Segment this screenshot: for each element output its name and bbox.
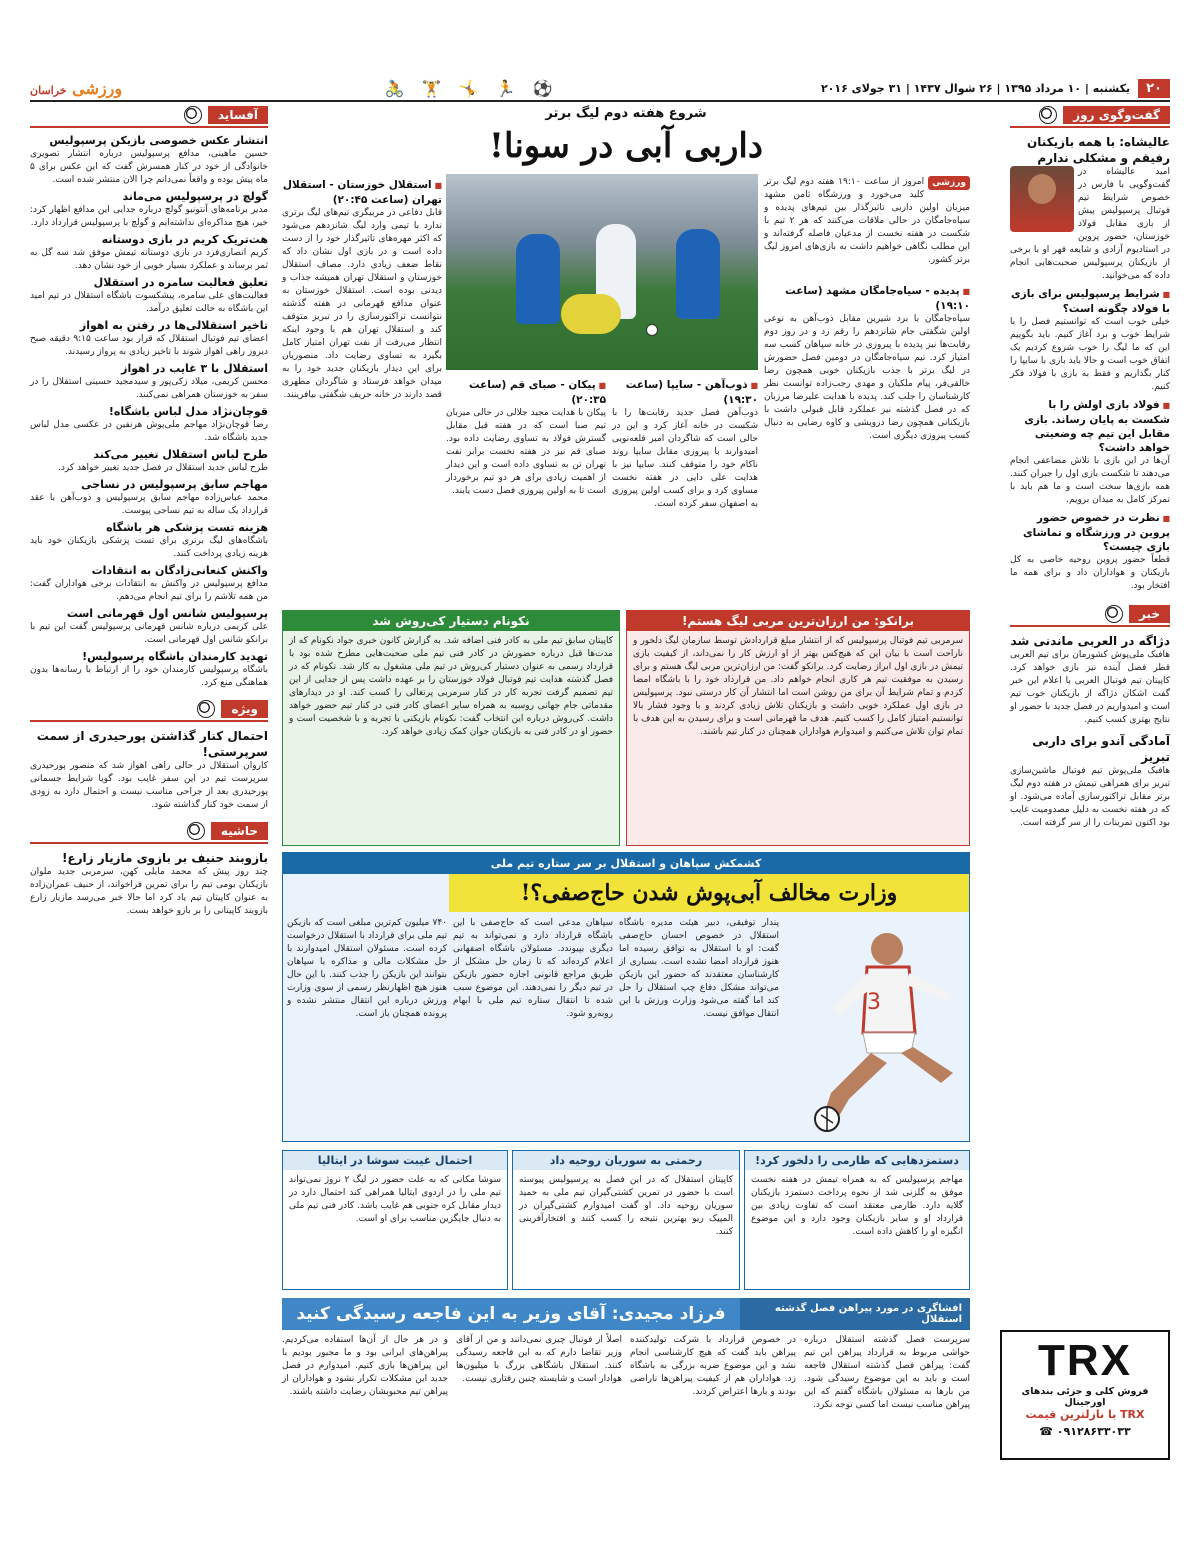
margin-headline[interactable]: بازوبند حنیف بر بازوی مازیار زارع! <box>61 851 268 865</box>
offside-text: اعضای تیم فوتبال استقلال که قرار بود ساعت ۹:۱۵ دقیقه صبح دیروز راهی اهواز شوند با تاخیر زیادی به پرواز رسیدند. <box>30 334 269 357</box>
football-icon <box>1039 106 1057 124</box>
bottom-text: سرپرست فصل گذشته استقلال درباره حواشی مربوط به قرارداد پیراهن این تیم گفت: پیراهن فصل گذشته استقلال فاجعه است و باید به این موضوع رسیدگی شود. من بارها به مسئولان باشگاه گفتم که این پیراهن مناسب نیست اما کسی توجه نکرد. <box>804 1335 970 1410</box>
offside-text: محسن کریمی، میلاد زکی‌پور و سیدمجید حسینی استقلال را در سفر به خوزستان همراهی نمی‌کنند. <box>30 377 268 400</box>
offside-list <box>30 134 268 690</box>
box-title[interactable]: برانکو: من ارزان‌ترین مربی لیگ هستم! <box>627 611 969 631</box>
question: ■ فولاد بازی اولش را با شکست به پایان رساند. بازی مقابل این تیم چه وضعیتی خواهد داشت؟ <box>1010 398 1170 455</box>
interview-intro: امید عالیشاه در گفت‌وگویی با فارس در خصوص شرایط تیم فوتبال پرسپولیس پیش از بازی مقابل فولاد خوزستان، حضور پروین در استادیوم آزادی و شایعه قهر او با برخی از بازیکنان پرسپولیس صحبت‌هایی انجام داده که می‌خوانید. <box>1010 167 1170 281</box>
offside-text: حسین ماهینی، مدافع پرسپولیس درباره انتشار تصویری خانوادگی از خود در کنار همسرش گفت که این عکس برای ۵ ماه پیش بوده و واقعاً نمی‌دانم چرا الان منتشر شده است. <box>30 149 268 185</box>
match-text: قابل دفاعی در مربیگری تیم‌های لیگ برتری ندارد با تیمی وارد لیگ شانزدهم می‌شود که اکثر مهره‌های تاثیرگذار خود را از دست داده است و در بازی اول نشان داد که نقاط ضعف زیادی دارد. مصاف استقلال خوزستان و استقلال تهران همیشه جذاب و دیدنی بوده است. استقلال خوزستان به عنوان مدافع قهرمانی در هفته گذشته نتوانست تراکتورسازی را در تبریز متوقف کند و استقلال تهران هم با وجود اینکه انتظار می‌رفت از نفت تهران امتیاز کامل بگیرد به تساوی رضایت داد. منصوریان برای این دیدار بازیکنان جدید خود را به میدان خواهد فرستاد و شاگردان مطهری قصد دارند در خانه حریف شگفتی بیافرینند. <box>282 208 442 400</box>
bottom-story-header <box>282 1298 970 1330</box>
match-text: ذوب‌آهن فصل جدید رقابت‌ها را با شکست در خانه آغاز کرد و این در حالی است که شاگردان امیر قلعه‌نویی امیدوارند با پیروزی مقابل سایپا روند ناکام خود را متوقف کنند. سایپا نیز با هدایت علی دایی در هفته نخست مساوی کرد و برای کسب اولین پیروزی به اصفهان سفر کرده است. <box>612 408 758 509</box>
offside-headline[interactable]: طرح لباس استقلال تغییر می‌کند <box>93 448 268 461</box>
logo-part-a: خراسان <box>30 83 67 97</box>
ball-icon <box>646 324 658 336</box>
mini-title[interactable]: رحمتی به سوریان روحیه داد <box>513 1151 739 1170</box>
offside-headline[interactable]: گولچ در پرسپولیس می‌ماند <box>122 190 268 203</box>
feature-text: پندار توفیقی، دبیر هیئت مدیره باشگاه استقلال در خصوص احسان حاج‌صفی گفت: او با استقلال به توافق رسیده اما هنوز قرارداد امضا نشده است. بسیاری از کارشناسان معتقدند که حضور این بازیکن می‌تواند مشکل دفاع چپ استقلال را حل کند اما گفته می‌شود وزارت ورزش با این انتقال موافق نیست. <box>619 918 779 1019</box>
bottom-kicker: افشاگری در مورد پیراهن فصل گذشته استقلال <box>740 1298 970 1330</box>
feature-headline[interactable]: وزارت مخالف آبی‌پوش شدن حاج‌صفی؟! <box>449 874 969 912</box>
news-headline[interactable]: آمادگی آندو برای داربی تبریز <box>1032 734 1170 764</box>
bottom-story-body <box>282 1334 970 1412</box>
player-figure <box>676 229 720 319</box>
match-photo <box>446 174 758 370</box>
date-line: یکشنبه | ۱۰ مرداد ۱۳۹۵ | ۲۶ شوال ۱۴۳۷ | ۳۱ جولای ۲۰۱۶ <box>820 81 1131 95</box>
section-label: آفساید <box>208 106 268 124</box>
section-tag-offside <box>30 104 268 128</box>
special-headline[interactable]: احتمال کنار گذاشتن پورحیدری از سمت سرپرستی! <box>36 729 268 759</box>
page-header <box>30 76 1170 102</box>
offside-text: رضا قوچان‌نژاد مهاجم ملی‌پوش هرنفین در عکسی مدل لباس جدید باشگاه شد. <box>30 420 268 443</box>
player-figure <box>516 234 560 324</box>
offside-text: فعالیت‌های علی سامره، پیشکسوت باشگاه استقلال در تیم امید این باشگاه به حالت تعلیق درآمد. <box>30 291 268 314</box>
mini-story <box>744 1150 970 1290</box>
offside-headline[interactable]: تهدید کارمندان باشگاه پرسپولیس! <box>82 650 268 663</box>
match-text: پیکان با هدایت مجید جلالی در حالی میزبان تیم صبا است که در هفته قبل مقابل گسترش فولاد به تساوی رضایت داده بود. صبای قم نیز در هفته نخست برابر نفت تهران تن به تساوی داده است و این دیدار از اهمیت زیادی برای هر دو تیم برخوردار است تا به اولین پیروزی فصل دست یابند. <box>446 408 606 496</box>
date-block <box>821 79 1170 98</box>
offside-text: علی کریمی درباره شانس قهرمانی پرسپولیس گفت این تیم با برانکو شانس اول قهرمانی است. <box>30 622 268 645</box>
offside-headline[interactable]: انتشار عکس خصوصی بازیکن پرسپولیس <box>49 134 268 147</box>
news-text: هافبک ملی‌پوش تیم فوتبال ماشین‌سازی تبریز برای همراهی تیمش در هفته دوم لیگ برتر مقابل تراکتورسازی آماده می‌شود. او که در هفته نخست به دلیل مصدومیت غایب بود اکنون تمرینات را از سر گرفته است. <box>1010 766 1170 828</box>
match-subhead: ■ پدیده - سیاه‌جامگان مشهد (ساعت ۱۹:۱۰) <box>764 284 970 313</box>
mini-text: سوشا مکانی که به علت حضور در لیگ ۲ نروژ نمی‌تواند تیم ملی را در اردوی ایتالیا همراهی کند احتمال دارد در دیدار مقابل کره جنوبی هم غایب باشد. کادر فنی تیم ملی به دنبال جایگزین مناسب برای او است. <box>289 1175 501 1224</box>
main-column-c <box>612 374 758 511</box>
offside-headline[interactable]: پرسپولیس شانس اول قهرمانی است <box>66 607 268 620</box>
offside-headline[interactable]: تعلیق فعالیت سامره در استقلال <box>93 276 268 289</box>
offside-headline[interactable]: قوچان‌نژاد مدل لباس باشگاه! <box>108 405 268 418</box>
answer: قطعاً حضور پروین روحیه خاصی به کل بازیکنان و هواداران داد و برای همه ما افتخار بود. <box>1010 555 1170 591</box>
main-kicker: شروع هفته دوم لیگ برتر <box>545 106 707 121</box>
offside-headline[interactable]: هت‌تریک کریم در بازی دوستانه <box>101 233 268 246</box>
football-icon <box>1105 605 1123 623</box>
question: ■ شرایط پرسپولیس برای بازی با فولاد چگونه است؟ <box>1010 287 1170 316</box>
section-tag-news <box>1010 603 1170 627</box>
offside-headline[interactable]: استقلال با ۳ غایب در اهواز <box>121 362 268 375</box>
main-intro <box>764 176 970 267</box>
player-photo <box>1010 166 1074 232</box>
section-tag-interview <box>1010 104 1170 128</box>
answer: آن‌ها در این بازی با تلاش مضاعفی انجام می‌دهند تا شکست بازی اول را جبران کنند. همه بازی‌ها سخت است و ما هم باید با تمرکز کامل به میدان برویم. <box>1010 456 1170 505</box>
offside-headline[interactable]: مهاجم سابق پرسپولیس در نساجی <box>81 478 268 491</box>
offside-text: باشگاه‌های لیگ برتری برای تست پزشکی بازیکنان خود باید هزینه زیادی پرداخت کنند. <box>30 536 268 559</box>
mini-title[interactable]: احتمال غیبت سوشا در ایتالیا <box>283 1151 507 1170</box>
offside-text: مدافع پرسپولیس در واکنش به انتقادات برخی هواداران گفت: من همه تلاشم را برای تیم انجام می‌دهم. <box>30 579 268 602</box>
match-subhead: ■ پیکان - صبای قم (ساعت ۲۰:۳۵) <box>446 378 606 407</box>
mini-story <box>512 1150 740 1290</box>
intro-badge: ورزشی <box>928 176 970 190</box>
ministry-feature <box>282 852 970 1142</box>
football-icon <box>184 106 202 124</box>
feature-text: سپاهان مدعی است که حاج‌صفی با این باشگاه قرارداد دارد و نمی‌تواند به تیم دیگری بپیوندد. مسئولان باشگاه اصفهانی اعلام کرده‌اند که تا زمان حل مشکل از طریق مراجع قانونی اجازه حضور بازیکن در تیم دیگر را نمی‌دهند. این موضوع سبب شده تا انتقال ستاره تیم ملی با ابهام روبه‌رو شود. <box>453 918 613 1019</box>
offside-text: مدیر برنامه‌های آنتونیو گولچ درباره جدایی این مدافع اظهار کرد: خیر، هیچ مذاکره‌ای نداشته‌ایم و گولچ با پرسپولیس قرارداد دارد. <box>30 205 268 228</box>
left-column <box>30 104 268 918</box>
ad-line-1: فروش کلی و جزئی بندهای اورجینال <box>1021 1386 1149 1408</box>
section-label: حاشیه <box>211 822 268 840</box>
answer: خیلی خوب است که توانستیم فصل را با شرایط خوب و برد آغاز کنیم. باید بگوییم این که ما لیگ را خوب شروع کردیم یک اتفاق خوب است و حالا باید بازی با سایپا را کنار بگذاریم و فقط به بازی با فولاد فکر کنیم. <box>1010 317 1170 392</box>
match-text: سیاه‌جامگان با برد شیرین مقابل ذوب‌آهن به نوعی اولین شگفتی جام شانزدهم را رقم زد و در روز دوم رقابت‌ها نیز پدیده با پیروزی در خانه سپاهان کسب سه امتیاز کرد. تیم سیاه‌جامگان در دومین فصل حضورش در لیگ برتر با جذب بازیکنان خوبی همچون رضا خالقی‌فر، پیام ملکیان و مهدی رجب‌زاده توانست نظر کارشناسان را جلب کند. پدیده با هدایت علیرضا مرزبان که در فصل گذشته نیز عملکرد قابل قبولی داشت با بازیکنانی همچون رضا درویشی و کاوه رضایی به دنبال کسب پیروزی دیگری است. <box>764 314 970 441</box>
ad-line-2: TRX با نازلترین قیمت <box>1025 1408 1145 1421</box>
player-kicking-illustration <box>791 923 961 1133</box>
ad-phone-number: ۰۹۱۲۸۶۳۳۰۳۳ <box>1056 1425 1131 1438</box>
question: ■ نظرت در خصوص حضور پروین در ورزشگاه و تماشای بازی چیست؟ <box>1010 511 1170 554</box>
mini-story <box>282 1150 508 1290</box>
mini-title[interactable]: دستمزدهایی که طارمی را دلخور کرد! <box>745 1151 969 1170</box>
phone-icon: ☎ <box>1039 1425 1057 1438</box>
offside-headline[interactable]: هزینه تست پزشکی هر باشگاه <box>106 521 268 534</box>
interview-headline[interactable]: عالیشاه: با همه بازیکنان رفیقم و مشکلی ندارم <box>1027 135 1170 165</box>
logo-part-b: ورزشی <box>72 78 123 98</box>
feature-text: ۷۴۰ میلیون کم‌ترین مبلغی است که بازیکن تیم ملی برای قرارداد با استقلال درخواست کرده است. مسئولان استقلال امیدوارند با حل مشکلات مالی و مذاکره با سپاهان بتوانند این بازیکن را جذب کنند. با این حال هنوز هیچ اظهارنظر رسمی از سوی وزارت ورزش درباره این انتقال منتشر نشده و پرونده همچنان باز است. <box>287 918 447 1019</box>
section-tag-margin <box>30 820 268 844</box>
goalkeeper-figure <box>561 294 621 334</box>
page-number: ۲۰ <box>1138 79 1170 98</box>
nekounam-box <box>282 610 620 846</box>
mini-text: مهاجم پرسپولیس که به همراه تیمش در هفته نخست موفق به گلزنی شد از نحوه پرداخت دستمزد بازیکنان گلایه دارد. طارمی معتقد است که تفاوت زیادی بین قرارداد او و سایر بازیکنان وجود دارد و این موضوع انگیزه او را کاهش داده است. <box>751 1175 963 1237</box>
trx-advertisement[interactable] <box>1000 1330 1170 1460</box>
section-label: ویژه <box>221 700 268 718</box>
offside-text: باشگاه پرسپولیس کارمندان خود را از ارتباط با رسانه‌ها بدون هماهنگی منع کرد. <box>30 665 268 688</box>
svg-text:3: 3 <box>867 990 881 1015</box>
ad-phone <box>1006 1425 1164 1438</box>
offside-text: کریم انصاری‌فرد در بازی دوستانه تیمش موفق شد سه گل به ثمر برساند و عملکرد بسیار خوبی از خود نشان دهد. <box>30 248 268 271</box>
bottom-text: اصلاً از فوتبال چیزی نمی‌دانند و من از آقای وزیر تقاضا دارم که به این فاجعه رسیدگی کنند. استقلال باشگاهی بزرگ با میلیون‌ها هوادار است و شایسته چنین رفتاری نیست. <box>456 1335 622 1384</box>
box-text: کاپیتان سابق تیم ملی به کادر فنی اضافه شد. به گزارش کانون خبری جواد نکونام که از مدت‌ها قبل درباره حضورش در کادر فنی تیم ملی صحبت‌هایی مطرح شده بود با قرارداد رسمی به عنوان دستیار کی‌روش در تیم ملی مشغول به کار شد. نکونام که در فصل گذشته هدایت تیم فوتبال فولاد خوزستان را بر عهده داشت پس از جدایی از این تیم تصمیم گرفت تجربه کار در کنار سرمربی پرتغالی را کسب کند. او در دیدارهای مقدماتی جام جهانی روسیه به همراه سایر اعضای کادر فنی در کنار تیم حضور خواهد داشت. کی‌روش درباره این انتخاب گفت: نکونام بازیکنی با تجربه و با شخصیت است و حضور او در کادر فنی به بازیکنان جوان کمک زیادی خواهد کرد. <box>289 636 613 737</box>
section-label: خبر <box>1129 605 1170 623</box>
bottom-text: و در هر حال از آن‌ها استفاده می‌کردیم. پیراهن‌های ایرانی بود و ما مجبور بودیم با این پیراهن‌ها بازی کنیم. امیدوارم در فصل جدید این مشکلات تکرار نشود و هواداران از پیراهن تیم محبوبشان رضایت داشته باشند. <box>282 1335 448 1397</box>
margin-text: چند روز پیش که محمد مایلی کهن، سرمربی جدید ملوان بازیکنان بومی تیم را برای تمرین فراخواند، از حنیف عمران‌زاده به عنوان کاپیتان تیم یاد کرد اما حالا خبر می‌رسد مازیار زارع بازوبند کاپیتانی را بر بازو خواهد بست. <box>30 867 268 916</box>
masthead-logo[interactable] <box>30 79 122 98</box>
section-label: گفت‌وگوی روز <box>1063 106 1170 124</box>
main-column-b <box>446 374 606 498</box>
offside-headline[interactable]: واکنش کنعانی‌زادگان به انتقادات <box>91 564 268 577</box>
main-headline[interactable]: داربی آبی در سونا! <box>489 126 763 166</box>
offside-headline[interactable]: تاخیر استقلالی‌ها در رفتن به اهواز <box>79 319 268 332</box>
main-column-d <box>764 280 970 443</box>
branko-box <box>626 610 970 846</box>
sport-icons: ⚽ 🏃 🤸 🏋 🚴 <box>384 78 559 98</box>
trx-logo: TRX <box>1038 1336 1132 1385</box>
bottom-text: در خصوص قرارداد با شرکت تولیدکننده پیراهن باید گفت که هیچ کارشناسی انجام نشد و این موضوع ضربه بزرگی به باشگاه زد. هواداران هم از کیفیت پیراهن‌ها ناراضی بودند و بارها اعتراض کردند. <box>630 1335 796 1397</box>
feature-kicker: کشمکش سپاهان و استقلال بر سر ستاره تیم ملی <box>283 853 969 874</box>
main-column-a <box>282 174 442 402</box>
right-column <box>1010 104 1170 830</box>
mini-text: کاپیتان استقلال که در این فصل به پرسپولیس پیوسته است با حضور در تمرین کشتی‌گیران تیم ملی به حمید سوریان روحیه داد. او گفت امیدوارم کشتی‌گیران در المپیک ریو بهترین نتیجه را کسب کنند و افتخارآفرینی کنند. <box>519 1175 733 1237</box>
box-title[interactable]: نکونام دستیار کی‌روش شد <box>283 611 619 631</box>
match-subhead: ■ ذوب‌آهن - سایپا (ساعت ۱۹:۳۰) <box>612 378 758 407</box>
offside-text: محمد عباس‌زاده مهاجم سابق پرسپولیس و ذوب‌آهن با عقد قرارداد یک ساله به تیم نساجی پیوست. <box>30 493 268 516</box>
offside-text: طرح لباس جدید استقلال در فصل جدید تغییر خواهد کرد. <box>58 463 268 473</box>
section-tag-special <box>30 698 268 722</box>
football-icon <box>187 822 205 840</box>
news-headline[interactable]: دژاگه در العربی ماندنی شد <box>1010 634 1170 648</box>
bottom-headline[interactable]: فرزاد مجیدی: آقای وزیر به این فاجعه رسیدگی کنید <box>296 1304 726 1324</box>
special-text: کاروان استقلال در حالی راهی اهواز شد که منصور پورحیدری سرپرست تیم در این سفر غایب بود. گویا شرایط جسمانی پورحیدری بعد از جراحی مناسب نیست و احتمال دارد به زودی از سمت خود کنار گذاشته شود. <box>30 761 268 810</box>
box-text: سرمربی تیم فوتبال پرسپولیس که از انتشار مبلغ قراردادش توسط سازمان لیگ دلخور و ناراحت است با بیان این که هیچ‌کس بهتر از او ارزش کار را نمی‌داند، از کیفیت بازی تیمش در بازی اول ابراز رضایت کرد. برانکو گفت: من ارزان‌ترین مربی لیگ هستم و برای رسیدن به موفقیت تیم هر کاری انجام خواهم داد. من قرارداد خود را با باشگاه امضا کردم و تمام شرایط آن برای من روشن است اما انتشار آن کار درستی نبود. پرسپولیس در بازی اول عملکرد خوبی داشت و بازیکنان تلاش زیادی کردند و با وجود فشار بالا توانستیم امتیاز کامل را کسب کنیم. هدف ما قهرمانی است و برای رسیدن به این هدف با تمام توان تلاش می‌کنیم و امیدوارم هواداران همچنان در کنار تیم باشند. <box>633 636 963 737</box>
football-icon <box>197 700 215 718</box>
news-text: هافبک ملی‌پوش کشورمان برای تیم العربی قطر فصل آینده نیز بازی خواهد کرد. کاپیتان تیم فوتبال العربی با اعلام این خبر گفت اشکان دژاگه از بازیکنان خوب تیم است و امیدواریم در فصل جدید با حضور او نتایج بهتری کسب کنیم. <box>1010 650 1170 725</box>
match-subhead: ■ استقلال خوزستان - استقلال تهران (ساعت ۲۰:۴۵) <box>282 178 442 207</box>
intro-text: امروز از ساعت ۱۹:۱۰ هفته دوم لیگ برتر کلید می‌خورد و ورزشگاه ثامن مشهد میزبان اولین داربی تاثیرگذار بین تیم‌های پدیده و سیاه‌جامگان در حالی ملاقات می‌کنند که هر ۲ تیم با شکست در هفته نخست از مدعیان فاصله گرفته‌اند و این مطلب نگاهی خواهیم داشت به بازی‌های امروز لیگ برتر کشور. <box>764 177 971 265</box>
